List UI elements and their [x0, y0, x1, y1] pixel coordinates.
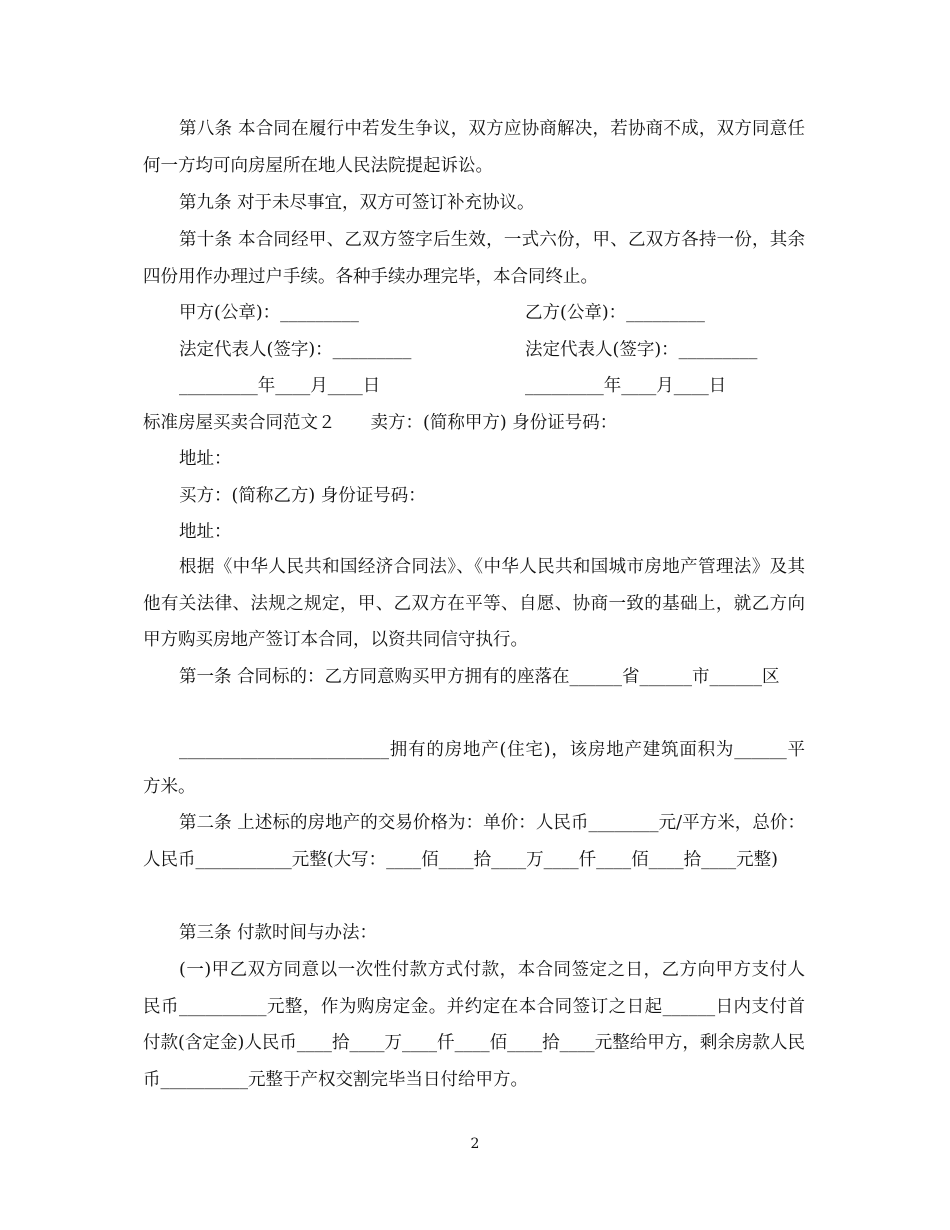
article-3: 第三条 付款时间与办法： — [179, 923, 378, 943]
article-3-item-1: (一)甲乙双方同意以一次性付款方式付款，本合同签定之日，乙方向甲方支付人民币__________元整，作为购房定金。并约定在本合同签订之日起______日内支付首付款(含定金)人民币____拾____万____仟____佰____拾____元整给甲方，剩余房款人民币__________元整于产权交割完毕当日付给甲方。 — [143, 960, 805, 1090]
article-2: 第二条 上述标的房地产的交易价格为：单价：人民币________元/平方米，总价：人民币___________元整(大写：____佰____拾____万____仟____佰____拾____元整) — [143, 813, 805, 870]
party-a-seal: 甲方(公章)：_________ — [179, 303, 359, 323]
party-a-representative: 法定代表人(签字)：_________ — [179, 340, 412, 360]
seller-address: 地址： — [179, 449, 232, 469]
article-1-part-b: ________________________拥有的房地产(住宅)，该房地产建筑面积为______平方米。 — [143, 740, 805, 797]
preamble: 根据《中华人民共和国经济合同法》、《中华人民共和国城市房地产管理法》及其他有关法律、法规之规定，甲、乙双方在平等、自愿、协商一致的基础上，就乙方向甲方购买房地产签订本合同，以资共同信守执行。 — [143, 557, 805, 650]
party-b-seal: 乙方(公章)：_________ — [525, 303, 705, 323]
article-8: 第八条 本合同在履行中若发生争议，双方应协商解决，若协商不成，双方同意任何一方均可向房屋所在地人民法院提起诉讼。 — [143, 119, 805, 176]
buyer-address: 地址： — [179, 522, 232, 542]
party-a-date: _________年____月____日 — [179, 376, 381, 396]
article-1-part-a: 第一条 合同标的：乙方同意购买甲方拥有的座落在______省______市______区 — [179, 667, 780, 687]
article-10: 第十条 本合同经甲、乙双方签字后生效，一式六份，甲、乙双方各持一份，其余四份用作办理过户手续。各种手续办理完毕，本合同终止。 — [143, 230, 805, 287]
party-b-representative: 法定代表人(签字)：_________ — [525, 340, 758, 360]
buyer-info: 买方：(简称乙方) 身份证号码： — [179, 486, 426, 506]
article-9: 第九条 对于未尽事宜，双方可签订补充协议。 — [179, 193, 535, 213]
party-b-date: _________年____月____日 — [525, 376, 727, 396]
page-number: 2 — [470, 1136, 480, 1152]
second-contract-title: 标准房屋买卖合同范文２ 卖方：(简称甲方) 身份证号码： — [143, 413, 618, 433]
